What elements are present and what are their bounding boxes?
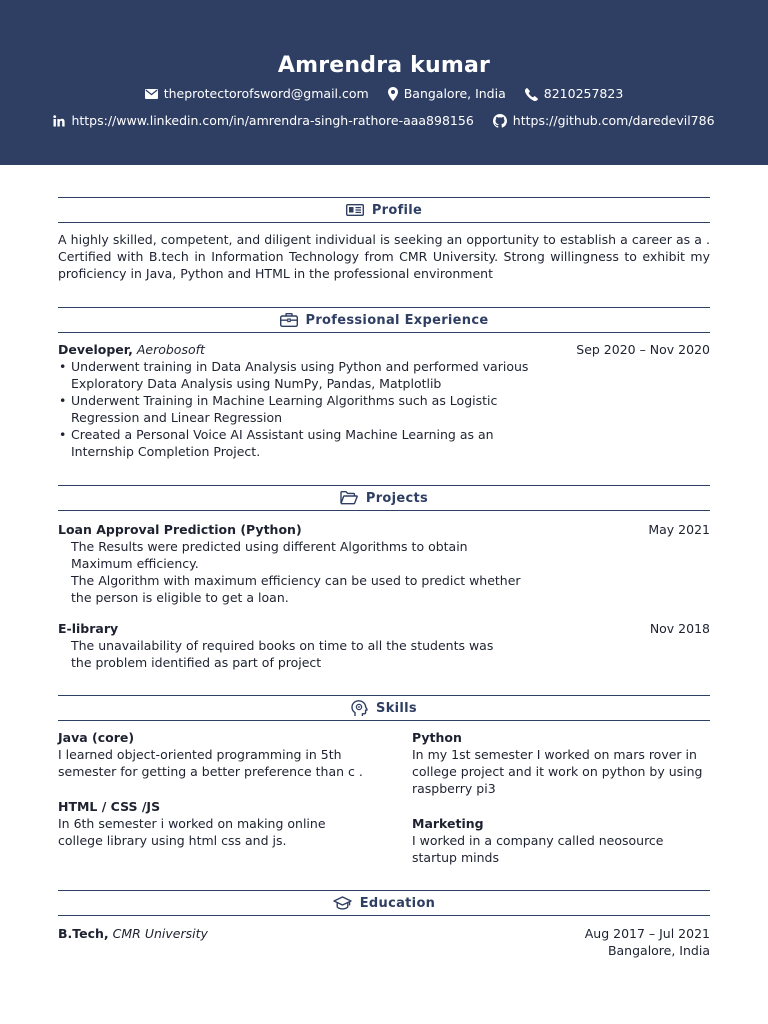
section-title-skills: Skills — [376, 700, 417, 716]
project-title: Loan Approval Prediction (Python) — [58, 522, 302, 537]
skill-item — [412, 815, 710, 866]
project-desc: The Results were predicted using different Algorithms to obtain Maximum efficiency. — [71, 539, 468, 571]
section-title-experience: Professional Experience — [305, 312, 489, 328]
section-title-profile: Profile — [371, 202, 423, 218]
job-bullet: • Underwent Training in Machine Learning Algorithms such as Logistic Regression and Linear Regression — [58, 392, 538, 426]
education-school: CMR University — [112, 926, 208, 941]
job-bullets — [58, 358, 538, 460]
folder-open-icon — [340, 491, 358, 505]
contact-email[interactable] — [145, 86, 369, 102]
skill-desc: I learned object-oriented programming in 5th semester for getting a better preference than c . — [58, 747, 363, 779]
skill-item — [58, 798, 363, 849]
skill-name: Marketing — [412, 816, 484, 831]
job-company: Aerobosoft — [136, 342, 205, 357]
project-desc: The Algorithm with maximum efficiency can be used to predict whether the person is eligible to get a loan. — [71, 573, 521, 605]
contact-row-primary — [0, 86, 768, 102]
job-bullet: • Underwent training in Data Analysis using Python and performed various Exploratory Data Analysis using NumPy, Pandas, Matplotlib — [58, 358, 538, 392]
skill-desc: In 6th semester i worked on making online college library using html css and js. — [58, 816, 326, 848]
phone-text: 8210257823 — [543, 86, 624, 101]
project-date: Nov 2018 — [649, 621, 710, 636]
section-title-education: Education — [359, 895, 436, 911]
skill-item — [58, 729, 363, 780]
contact-linkedin[interactable] — [53, 113, 473, 129]
education-title-line — [58, 925, 208, 942]
skill-desc: In my 1st semester I worked on mars rover in college project and it work on python by using raspberry pi3 — [412, 747, 703, 796]
section-header-education — [58, 890, 710, 916]
contact-github[interactable] — [493, 113, 715, 129]
briefcase-icon — [280, 313, 298, 327]
section-header-skills — [58, 695, 710, 721]
github-link[interactable]: https://github.com/daredevil786 — [512, 113, 715, 128]
location-text: Bangalore, India — [403, 86, 506, 101]
map-pin-icon — [388, 87, 398, 101]
skill-item — [412, 729, 710, 797]
job-bullet: • Created a Personal Voice AI Assistant using Machine Learning as an Internship Completion Project. — [58, 426, 538, 460]
job-dates: Sep 2020 – Nov 2020 — [576, 342, 710, 357]
project-date: May 2021 — [648, 522, 710, 537]
linkedin-icon — [53, 115, 65, 127]
contact-phone[interactable] — [525, 86, 624, 102]
job-role: Developer, — [58, 342, 133, 357]
education-degree: B.Tech, — [58, 926, 109, 941]
id-card-icon — [346, 204, 364, 216]
candidate-name: Amrendra kumar — [277, 53, 491, 78]
contact-location — [388, 86, 506, 102]
contact-row-links — [0, 113, 768, 129]
skill-name: HTML / CSS /JS — [58, 799, 161, 814]
graduation-cap-icon — [333, 896, 352, 910]
profile-summary: A highly skilled, competent, and diligent individual is seeking an opportunity to establish a career as a . Certified with B.tech in Information Technology from CMR University. Strong willingness to exhibit my proficiency in Java, Python and HTML in the professional environment — [58, 232, 710, 281]
email-text: theprotectorofsword@gmail.com — [163, 86, 369, 101]
envelope-icon — [145, 89, 158, 99]
github-icon — [493, 114, 507, 128]
phone-icon — [525, 88, 538, 101]
section-header-projects — [58, 485, 710, 511]
linkedin-link[interactable]: https://www.linkedin.com/in/amrendra-singh-rathore-aaa898156 — [71, 113, 474, 128]
project-desc: The unavailability of required books on time to all the students was the problem identified as part of project — [71, 638, 494, 670]
skill-desc: I worked in a company called neosource startup minds — [412, 833, 664, 865]
section-header-experience — [58, 307, 710, 333]
education-dates: Aug 2017 – Jul 2021 — [584, 926, 710, 941]
resume-header — [0, 0, 768, 165]
experience-title-line — [58, 341, 205, 358]
head-gear-icon — [351, 700, 368, 717]
section-title-projects: Projects — [365, 490, 429, 506]
education-location: Bangalore, India — [607, 943, 710, 958]
project-title: E-library — [58, 621, 119, 636]
section-header-profile — [58, 197, 710, 223]
skill-name: Java (core) — [58, 730, 135, 745]
skill-name: Python — [412, 730, 462, 745]
